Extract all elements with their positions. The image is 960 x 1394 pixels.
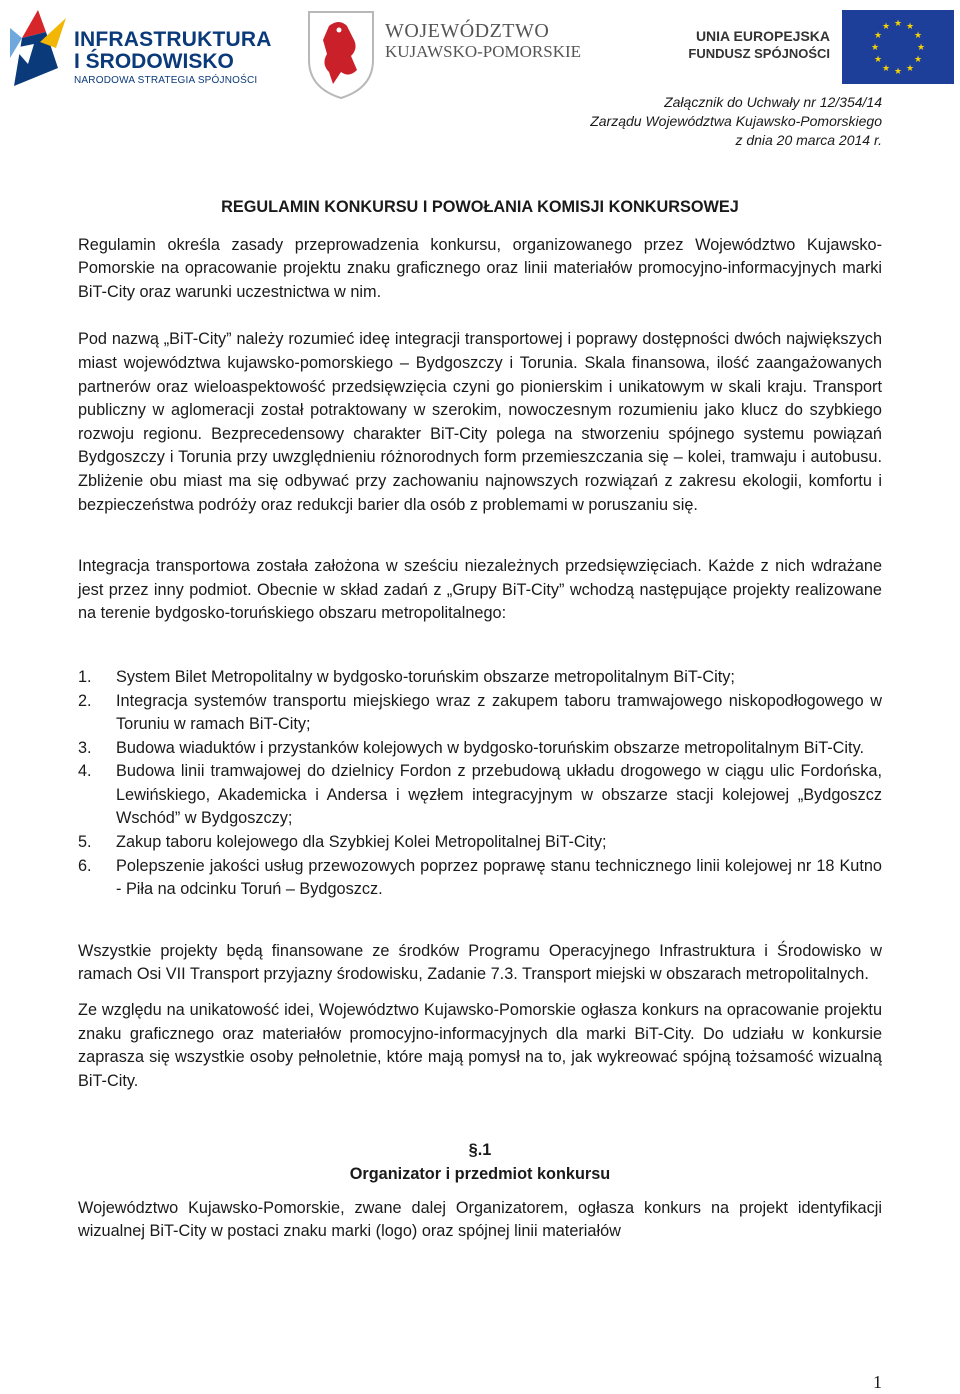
svg-text:★: ★ <box>881 64 891 74</box>
list-item-text: Polepszenie jakości usług przewozowych poprzez poprawę stanu technicznego linii kolejowej nr 18 Kutno - Piła na odcinku Toruń – Bydgoszcz. <box>116 856 882 899</box>
paragraph-financing: Wszystkie projekty będą finansowane ze środków Programu Operacyjnego Infrastruktura i Środowisko w ramach Osi VII Transport przyjazny środowisku, Zadanie 7.3. Transport miejski w obszarach metropolitalnych. <box>78 941 882 984</box>
document-body <box>78 196 882 1244</box>
eu-line-1: UNIA EUROPEJSKA <box>695 28 830 44</box>
page-number: 1 <box>873 1372 882 1392</box>
svg-text:★: ★ <box>870 43 880 53</box>
list-item-number: 6. <box>78 856 92 875</box>
list-item-number: 3. <box>78 738 92 757</box>
ifs-star-mark-icon <box>8 8 68 88</box>
eu-line-2: FUNDUSZ SPÓJNOŚCI <box>688 46 830 61</box>
svg-text:★: ★ <box>905 22 915 32</box>
svg-text:★: ★ <box>881 22 891 32</box>
list-item <box>78 737 882 761</box>
list-item-text: Budowa wiaduktów i przystanków kolejowych w bydgosko-toruńskim obszarze metropolitalnym BiT-City. <box>116 738 865 757</box>
svg-text:★: ★ <box>913 55 923 65</box>
annex-note <box>590 93 882 150</box>
svg-text:★: ★ <box>913 31 923 41</box>
woj-line-2: KUJAWSKO-POMORSKIE <box>385 42 582 61</box>
ifs-line-3: NARODOWA STRATEGIA SPÓJNOŚCI <box>74 75 258 86</box>
list-item-text: Budowa linii tramwajowej do dzielnicy Fordon z przebudową układu drogowego w ciągu ulic Fordońska, Lewińskiego, Akademicka i Andersa i węzłem integracyjnym w obszarze stacji kolejowej „Bydgoszcz Wschód” w Bydgoszczy; <box>116 762 882 828</box>
list-item <box>78 760 882 831</box>
svg-text:★: ★ <box>873 31 883 41</box>
list-item <box>78 690 882 737</box>
paragraph-integration: Integracja transportowa została założona w sześciu niezależnych przedsięwzięciach. Każde z nich wdrażane jest przez inny podmiot. Obecnie w skład zadań z „Grupy BiT-City” wchodzą następujące projekty realizowane na terenie bydgosko-toruńskiego obszaru metropolitalnego: <box>78 557 882 623</box>
paragraph-contest-announcement: Ze względu na unikatowość idei, Województwo Kujawsko-Pomorskie ogłasza konkurs na opracowanie projektu znaku graficznego oraz materiałów promocyjno-informacyjnych dla marki BiT-City. Do udziału w konkursie zaprasza się wszystkie osoby pełnoletnie, które mają pomysł na to, jak wykreować spójną tożsamość wizualną BiT-City. <box>78 1001 882 1090</box>
eu-cohesion-fund-logo <box>682 10 954 86</box>
paragraph-intro: Regulamin określa zasady przeprowadzenia konkursu, organizowanego przez Województwo Kujawsko-Pomorskie na opracowanie projektu znaku graficznego oraz linii materiałów promocyjno-informacyjnych marki BiT-City oraz warunki uczestnictwa w nim. <box>78 235 882 301</box>
list-item-number: 2. <box>78 691 92 710</box>
list-item <box>78 831 882 855</box>
projects-list <box>78 666 882 902</box>
svg-text:★: ★ <box>893 67 903 77</box>
ifs-line-1: INFRASTRUKTURA <box>74 28 272 51</box>
list-item-number: 1. <box>78 667 92 686</box>
list-item <box>78 666 882 690</box>
ifs-line-2: I ŚRODOWISKO <box>74 50 234 73</box>
eu-flag-icon <box>842 10 954 84</box>
paragraph-bit-city: Pod nazwą „BiT-City” należy rozumieć ideę integracji transportowej i poprawy dostępności dwóch największych miast województwa kujawsko-pomorskiego – Bydgoszczy i Torunia. Skala finansowa, ilość zaangażowanych partnerów oraz wieloaspektowość przedsięwzięcia czyni go pionierskim i unikatowym w skali kraju. Transport publiczny w aglomeracji został potraktowany w szerokim, nowoczesnym rozumieniu jako klucz do szybkiego rozwoju regionu. Bezprecedensowy charakter BiT-City polega na stworzeniu spójnego systemu powiązań Bydgoszczy i Torunia przy uwzględnieniu różnorodnych form przemieszczania się – kolei, tramwaju i autobusu. Zbliżenie obu miast ma się odbywać przy zachowaniu najnowszych rozwiązań z zakresu ekologii, komfortu i bezpieczeństwa podróży oraz redukcji barier dla osób z problemami w poruszaniu się. <box>78 330 882 514</box>
list-item <box>78 855 882 902</box>
griffin-shield-icon <box>305 8 377 100</box>
page-header <box>0 0 960 92</box>
list-item-text: System Bilet Metropolitalny w bydgosko-toruńskim obszarze metropolitalnym BiT-City; <box>116 667 735 686</box>
svg-text:★: ★ <box>873 55 883 65</box>
section-number: §.1 <box>468 1141 492 1160</box>
list-item-number: 4. <box>78 762 92 781</box>
annex-line-3: z dnia 20 marca 2014 r. <box>735 132 882 148</box>
list-item-text: Integracja systemów transportu miejskiego wraz z zakupem taboru tramwajowego niskopodłogowego w Toruniu w ramach BiT-City; <box>116 691 882 734</box>
svg-text:★: ★ <box>893 19 903 29</box>
woj-line-1: WOJEWÓDZTWO <box>385 20 550 42</box>
svg-text:★: ★ <box>905 64 915 74</box>
list-item-number: 5. <box>78 833 92 852</box>
annex-line-1: Załącznik do Uchwały nr 12/354/14 <box>664 94 882 110</box>
svg-text:★: ★ <box>916 43 926 53</box>
wojewodztwo-logo <box>305 8 605 100</box>
section-title: Organizator i przedmiot konkursu <box>349 1165 611 1183</box>
annex-line-2: Zarządu Województwa Kujawsko-Pomorskiego <box>590 113 882 129</box>
list-item-text: Zakup taboru kolejowego dla Szybkiej Kolei Metropolitalnej BiT-City; <box>116 833 607 852</box>
document-title: REGULAMIN KONKURSU I POWOŁANIA KOMISJI KONKURSOWEJ <box>221 198 739 216</box>
paragraph-organizer: Województwo Kujawsko-Pomorskie, zwane dalej Organizatorem, ogłasza konkurs na projekt identyfikacji wizualnej BiT-City w postaci znaku marki (logo) oraz spójnej linii materiałów <box>78 1198 882 1241</box>
infrastruktura-srodowisko-logo <box>8 8 272 90</box>
